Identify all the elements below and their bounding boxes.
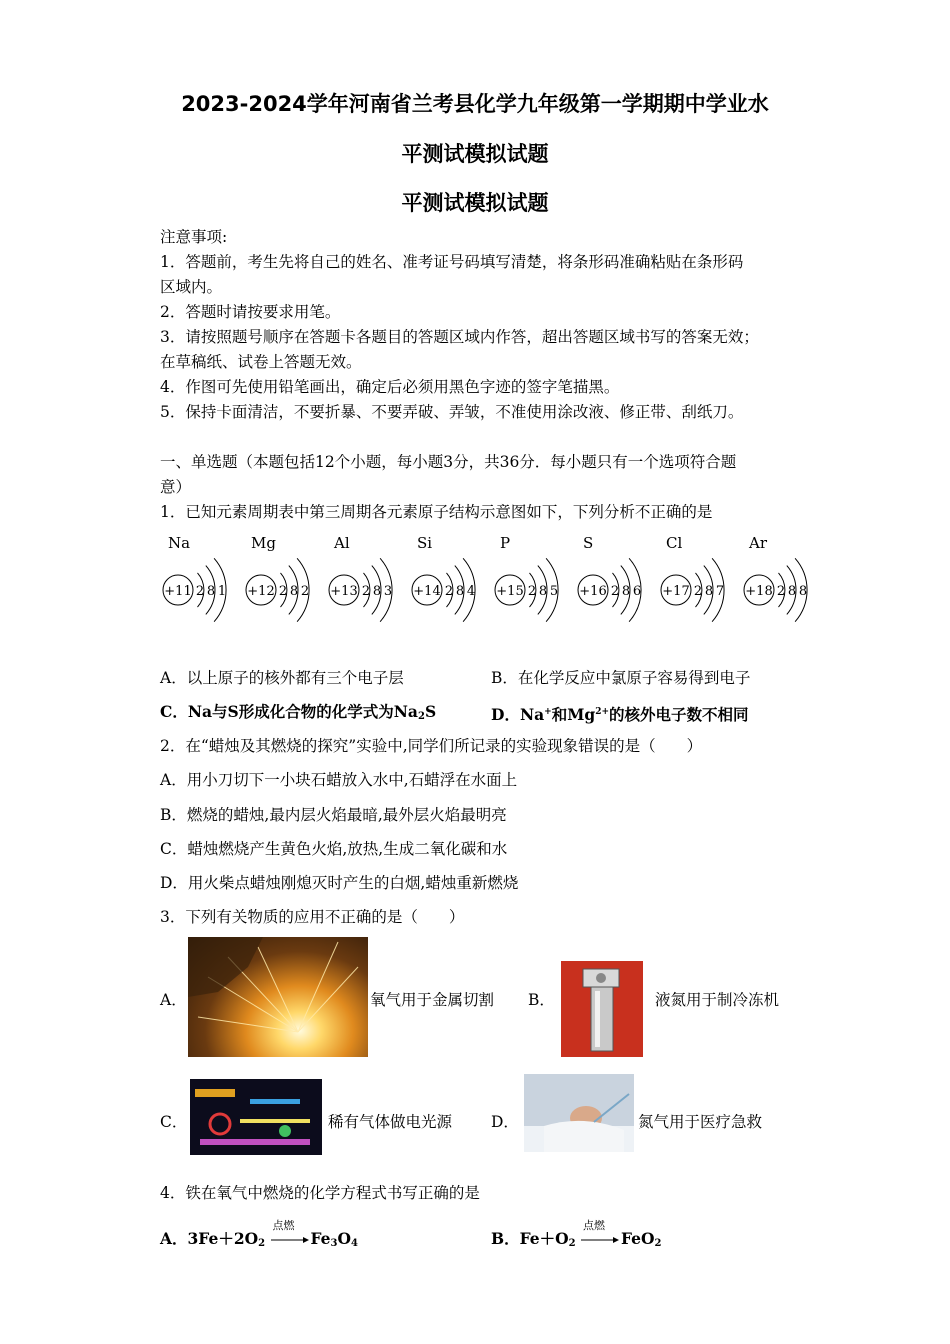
- nuclear-charge: +12: [247, 584, 275, 599]
- reaction-arrow-icon: [271, 1233, 311, 1247]
- patient-graphic: [524, 1074, 634, 1152]
- liquid-nitrogen-device-photo: [561, 961, 643, 1057]
- shell-electron-count: 5: [549, 584, 559, 599]
- nuclear-charge: +13: [330, 584, 358, 599]
- question-2-stem: 2．在“蜡烛及其燃烧的探究”实验中,同学们所记录的实验现象错误的是（ ）: [160, 737, 703, 755]
- q4-option-b-arrow: [581, 1219, 621, 1247]
- atom-diagram-al: [329, 534, 392, 622]
- notice-item: 区域内。: [160, 278, 223, 296]
- atom-diagram-ar: [744, 534, 807, 622]
- q4-option-b-prod-sub: 2: [654, 1238, 662, 1249]
- neon-graphic: [190, 1079, 322, 1155]
- element-symbol: P: [500, 534, 511, 552]
- shell-electron-count: 1: [217, 584, 227, 599]
- nuclear-charge: +18: [745, 584, 773, 599]
- section-heading: 一、单选题（本题包括12个小题，每小题3分，共36分．每小题只有一个选项符合题: [160, 453, 737, 471]
- nuclear-charge: +16: [579, 584, 607, 599]
- notice-heading: 注意事项:: [160, 228, 228, 246]
- q1-option-d-end: 的核外电子数不相同: [609, 705, 749, 724]
- nuclear-charge: +15: [496, 584, 524, 599]
- shell-electron-count: 8: [538, 584, 548, 599]
- atom-diagram-p: [495, 534, 558, 622]
- q3-label-b: B．: [528, 991, 555, 1009]
- shell-electron-count: 8: [206, 584, 216, 599]
- shell-electron-count: 8: [621, 584, 631, 599]
- q3-label-c: C．: [160, 1113, 188, 1131]
- q3-label-d: D．: [491, 1113, 519, 1131]
- shell-electron-count: 2: [195, 584, 205, 599]
- shell-electron-count: 2: [278, 584, 288, 599]
- q1-option-c-end: S: [424, 702, 437, 721]
- q2-option-d: D．用火柴点蜡烛刚熄灭时产生的白烟,蜡烛重新燃烧: [160, 874, 519, 892]
- shell-electron-count: 4: [466, 584, 476, 599]
- q3-text-a: 氧气用于金属切割: [370, 991, 495, 1009]
- atom-diagram-na: [163, 534, 226, 622]
- shell-electron-count: 2: [444, 584, 454, 599]
- q4-option-b-product: FeO: [621, 1229, 655, 1248]
- shell-electron-count: 8: [372, 584, 382, 599]
- shell-electron-count: 2: [361, 584, 371, 599]
- q2-option-b: B．燃烧的蜡烛,最内层火焰最暗,最外层火焰最明亮: [160, 806, 507, 824]
- page-title-line3: 平测试模拟试题: [401, 191, 549, 215]
- shell-electron-count: 2: [610, 584, 620, 599]
- q4-option-a-product-o: O: [337, 1229, 352, 1248]
- element-symbol: Si: [417, 534, 433, 552]
- q3-text-d: 氮气用于医疗急救: [638, 1113, 763, 1131]
- notice-item: 3．请按照题号顺序在答题卡各题目的答题区域内作答，超出答题区域书写的答案无效；: [160, 328, 759, 346]
- q4-option-a-product: Fe: [310, 1229, 331, 1248]
- q1-option-a: A．以上原子的核外都有三个电子层: [160, 669, 404, 687]
- q4-option-b-reactants: B．Fe＋O: [491, 1229, 569, 1248]
- q1-option-d-sup1: +: [544, 707, 552, 717]
- q2-option-c: C．蜡烛燃烧产生黄色火焰,放热,生成二氧化碳和水: [160, 840, 508, 858]
- shell-electron-count: 3: [383, 584, 393, 599]
- medical-oxygen-photo: [524, 1074, 634, 1152]
- shell-electron-count: 2: [527, 584, 537, 599]
- section-heading-cont: 意）: [160, 478, 192, 496]
- nuclear-charge: +17: [662, 584, 690, 599]
- q1-option-c: [160, 702, 436, 727]
- q1-option-d-mid: 和Mg: [551, 705, 596, 724]
- atom-diagram-si: [412, 534, 475, 622]
- shell-electron-count: 8: [798, 584, 808, 599]
- q4-option-b-condition: 点燃: [583, 1219, 605, 1232]
- notice-item: 2．答题时请按要求用笔。: [160, 303, 341, 321]
- notice-item: 4．作图可先使用铅笔画出，确定后必须用黑色字迹的签字笔描黑。: [160, 378, 620, 396]
- element-symbol: Al: [334, 534, 350, 552]
- q1-option-d-text: D．Na: [491, 705, 545, 724]
- question-1-stem: 1．已知元素周期表中第三周期各元素原子结构示意图如下，下列分析不正确的是: [160, 503, 713, 521]
- shell-electron-count: 2: [300, 584, 310, 599]
- element-symbol: Ar: [749, 534, 768, 552]
- shell-electron-count: 8: [704, 584, 714, 599]
- shell-electron-count: 8: [455, 584, 465, 599]
- q4-option-a-sub: 2: [258, 1238, 266, 1249]
- q1-option-c-text: C．Na与S形成化合物的化学式为Na: [160, 702, 418, 721]
- q3-label-a: A．: [160, 991, 187, 1009]
- q4-option-b-sub: 2: [568, 1238, 576, 1249]
- neon-lights-photo: [190, 1079, 322, 1155]
- page-title-line2: 平测试模拟试题: [401, 142, 549, 166]
- shell-electron-count: 8: [787, 584, 797, 599]
- q4-option-a-reactants: A．3Fe＋2O: [160, 1229, 259, 1248]
- q4-option-b: [491, 1219, 662, 1254]
- q1-option-b: B．在化学反应中氯原子容易得到电子: [491, 669, 751, 687]
- shell-electron-count: 7: [715, 584, 725, 599]
- nuclear-charge: +14: [413, 584, 441, 599]
- element-symbol: S: [583, 534, 594, 552]
- shell-electron-count: 2: [776, 584, 786, 599]
- q1-option-d-sup2: 2+: [595, 707, 610, 717]
- nuclear-charge: +11: [164, 584, 192, 599]
- shell-electron-count: 2: [693, 584, 703, 599]
- q4-option-a-condition: 点燃: [272, 1219, 295, 1232]
- atom-diagram-s: [578, 534, 641, 622]
- atom-diagram-mg: [246, 534, 309, 622]
- q4-option-a: [160, 1219, 358, 1254]
- q1-option-d: [491, 702, 749, 725]
- notice-item: 5．保持卡面清洁，不要折暴、不要弄破、弄皱，不准使用涂改液、修正带、刮纸刀。: [160, 403, 744, 421]
- element-symbol: Mg: [251, 534, 276, 552]
- q3-text-c: 稀有气体做电光源: [328, 1113, 453, 1131]
- notice-item: 1．答题前，考生先将自己的姓名、准考证号码填写清楚，将条形码准确粘贴在条形码: [160, 253, 744, 271]
- atom-structure-diagrams: [150, 528, 820, 648]
- question-4-stem: 4．铁在氧气中燃烧的化学方程式书写正确的是: [160, 1184, 480, 1202]
- q4-option-a-prod-sub2: 4: [351, 1238, 358, 1249]
- question-3-stem: 3．下列有关物质的应用不正确的是（ ）: [160, 908, 465, 926]
- element-symbol: Cl: [666, 534, 683, 552]
- shell-electron-count: 6: [632, 584, 642, 599]
- element-symbol: Na: [168, 534, 191, 552]
- q3-text-b: 液氮用于制冷冻机: [655, 991, 780, 1009]
- notice-item: 在草稿纸、试卷上答题无效。: [160, 353, 362, 371]
- q4-option-a-arrow: [271, 1219, 311, 1247]
- device-graphic: [561, 961, 643, 1057]
- q2-option-a: A．用小刀切下一小块石蜡放入水中,石蜡浮在水面上: [160, 771, 518, 789]
- q1-option-c-sub: 2: [417, 711, 425, 722]
- reaction-arrow-icon: [581, 1233, 621, 1247]
- shell-electron-count: 8: [289, 584, 299, 599]
- metal-cutting-photo: [188, 937, 368, 1057]
- sparks-graphic: [188, 937, 368, 1057]
- q4-option-a-prod-sub1: 3: [330, 1238, 338, 1249]
- page-title-line1: 2023-2024学年河南省兰考县化学九年级第一学期期中学业水: [181, 92, 769, 116]
- atom-diagram-cl: [661, 534, 724, 622]
